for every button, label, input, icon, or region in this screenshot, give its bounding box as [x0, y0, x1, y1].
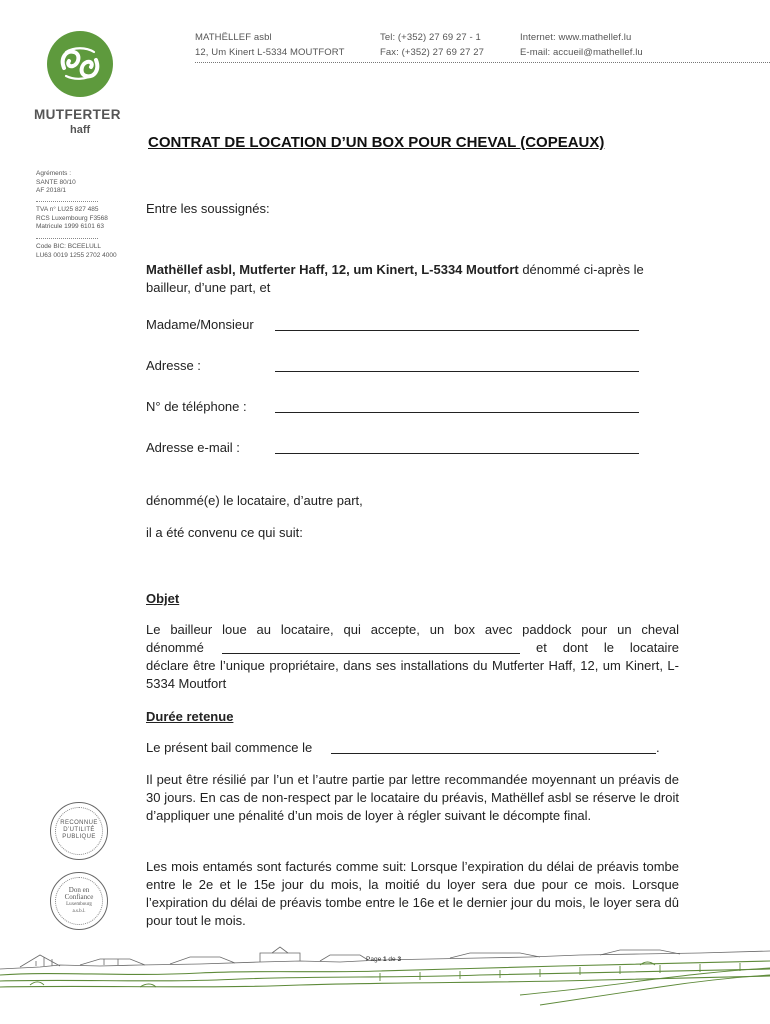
logo-name: MUTFERTER	[34, 107, 121, 122]
sidebar-line: AF 2018/1	[36, 187, 66, 194]
sidebar-accreditations	[36, 170, 76, 196]
phone-label: N° de téléphone :	[146, 399, 247, 414]
intro-text: Entre les soussignés:	[146, 201, 270, 216]
seal-line: RECONNUE	[60, 820, 98, 826]
mutferter-logo-icon	[46, 30, 114, 98]
seal-line: Don en	[68, 886, 90, 894]
sidebar-divider	[36, 201, 98, 202]
seal-text	[51, 887, 107, 915]
sidebar-line: Matricule 1999 6101 63	[36, 223, 104, 230]
name-field[interactable]	[275, 330, 639, 331]
page-current: 1	[383, 956, 387, 963]
sidebar-registration	[36, 206, 108, 232]
page-prefix: Page	[366, 956, 383, 963]
header-web	[520, 30, 643, 60]
sidebar-line: SANTE 80/10	[36, 178, 76, 186]
org-name: MATHËLLEF asbl	[195, 32, 272, 43]
landlord-rest: dénommé ci-après le bailleur, d’une part, et	[146, 262, 644, 295]
lease-start-label: Le présent bail commence le	[146, 740, 313, 755]
landlord-paragraph	[146, 261, 679, 297]
landlord-name: Mathëllef asbl, Mutferter Haff, 12, um Kinert, L-5334 Moutfort	[146, 262, 519, 277]
termination-paragraph: Il peut être résilié par l’un et l’autre partie par lettre recommandée moyennant un préavis de 30 jours. En cas de non-respect par le locataire du préavis, Mathëllef asbl se réserve le droit d’appliquer une pénalité d’un mois de loyer à régler suivant le décompte final.	[146, 772, 679, 823]
seal-line: a.s.b.l.	[72, 909, 86, 914]
lease-start-field[interactable]	[331, 753, 656, 754]
name-label: Madame/Monsieur	[146, 317, 254, 332]
lease-start-period: .	[656, 740, 660, 755]
sidebar-bank	[36, 243, 117, 260]
objet-named-label: dénommé	[146, 640, 204, 655]
objet-line-2-end: et dont le locataire	[536, 640, 679, 655]
don-en-confiance-seal	[50, 872, 108, 930]
objet-heading: Objet	[146, 591, 180, 606]
email-label: Adresse e-mail :	[146, 440, 240, 455]
header-phone	[380, 30, 484, 60]
sidebar-line: Code BIC: BCEELULL	[36, 243, 102, 250]
seal-text	[51, 820, 107, 841]
public-utility-seal	[50, 802, 108, 860]
logo-subtitle: haff	[70, 124, 91, 136]
sidebar-line: TVA n° LU25 827 485	[36, 206, 99, 213]
org-address: 12, Um Kinert L-5334 MOUTFORT	[195, 47, 345, 58]
email-field[interactable]	[275, 453, 639, 454]
phone-field[interactable]	[275, 412, 639, 413]
page-number	[366, 956, 401, 963]
fax-text: Fax: (+352) 27 69 27 27	[380, 47, 484, 58]
farm-landscape-illustration	[0, 935, 770, 1024]
agreement-text: il a été convenu ce qui suit:	[146, 525, 303, 540]
header-divider	[195, 62, 770, 63]
sidebar-line: LU63 0019 1255 2702 4000	[36, 251, 117, 259]
objet-rest: déclare être l’unique propriétaire, dans ses installations du Mutferter Haff, 12, um Kinert, L-5334 Moutfort	[146, 658, 679, 691]
website-text: Internet: www.mathellef.lu	[520, 32, 632, 43]
address-field[interactable]	[275, 371, 639, 372]
page-total: 3	[397, 956, 402, 963]
seal-line: D’UTILITÉ	[63, 827, 95, 833]
months-paragraph: Les mois entamés sont facturés comme suit: Lorsque l’expiration du délai de préavis tombe entre le 2e et le 15e jour du mois, la moitié du loyer sera due pour ce mois. Lorsque l’expiration du délai de préavis tombe entre le 16e et le dernier jour du mois, le loyer sera dû pour tout le mois.	[146, 859, 679, 928]
address-label: Adresse :	[146, 358, 201, 373]
seal-line: Confiance	[64, 893, 94, 901]
sidebar-divider	[36, 238, 98, 239]
document-title: CONTRAT DE LOCATION D’UN BOX POUR CHEVAL (COPEAUX)	[148, 134, 605, 151]
sidebar-line: Agréments :	[36, 170, 72, 177]
tel-text: Tel: (+352) 27 69 27 - 1	[380, 32, 481, 43]
seal-line: Luxembourg	[66, 902, 92, 907]
seal-line: PUBLIQUE	[62, 834, 96, 840]
email-text: E-mail: accueil@mathellef.lu	[520, 47, 643, 58]
objet-line-1: Le bailleur loue au locataire, qui accepte, un box avec paddock pour un cheval	[146, 622, 679, 637]
tenant-text: dénommé(e) le locataire, d’autre part,	[146, 493, 363, 508]
header-address	[195, 30, 345, 60]
horse-name-field[interactable]	[222, 653, 520, 654]
duree-heading: Durée retenue	[146, 709, 234, 724]
sidebar-line: RCS Luxembourg F3568	[36, 214, 108, 222]
page-of: de	[386, 956, 398, 963]
